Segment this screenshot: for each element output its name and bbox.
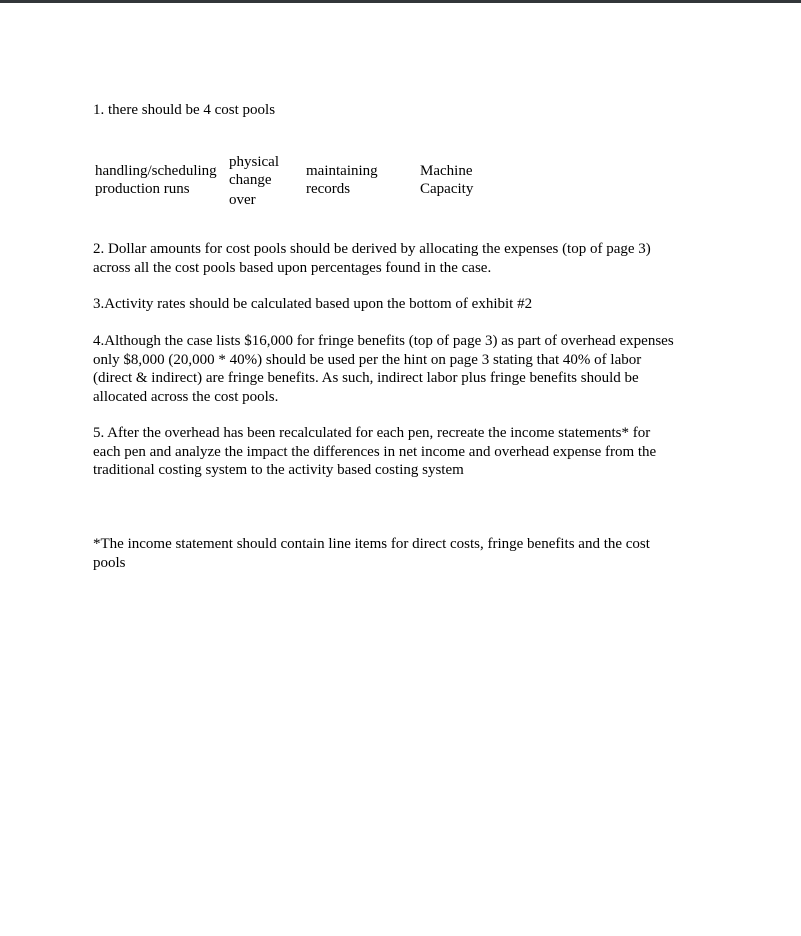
paragraph-line: only $8,000 (20,000 * 40%) should be used per the hint on page 3 stating that 40% of labor [93,351,642,368]
cost-pool-line: Capacity [420,181,474,197]
paragraph-line: 5. After the overhead has been recalculated for each pen, recreate the income statements* for [93,425,651,441]
paragraph-line: each pen and analyze the impact the differences in net income and overhead expense from the [93,443,657,460]
paragraph-line: (direct & indirect) are fringe benefits. As such, indirect labor plus fringe benefits should be [93,370,639,386]
footnote-line: *The income statement should contain line items for direct costs, fringe benefits and the cost [93,536,650,552]
document-page [0,3,801,936]
cost-pool-line: over [229,192,256,208]
cost-pool-line: production runs [95,181,190,197]
cost-pool-line: Machine [420,163,473,179]
heading-item-1: 1. there should be 4 cost pools [93,102,276,118]
paragraph-line: traditional costing system to the activity based costing system [93,462,464,478]
paragraph-line: 4.Although the case lists $16,000 for fringe benefits (top of page 3) as part of overhead expenses [93,333,674,349]
paragraph-line: across all the cost pools based upon percentages found in the case. [93,259,492,276]
cost-pool-line: records [306,181,351,197]
cost-pool-line: maintaining [306,163,378,179]
paragraph-item-4 [93,332,674,406]
cost-pool-line: handling/scheduling [95,163,217,179]
paragraph-item-3 [93,295,532,314]
paragraph-line: 3.Activity rates should be calculated based upon the bottom of exhibit #2 [93,296,533,312]
cost-pool-line: physical [229,154,279,170]
paragraph-item-2 [93,240,651,277]
footnote-line: pools [93,554,126,571]
cost-pool-line: change [229,172,272,188]
cost-pool-handling-scheduling [95,162,217,198]
cost-pool-maintaining-records [306,162,378,198]
paragraph-item-5 [93,424,656,480]
paragraph-line: 2. Dollar amounts for cost pools should be derived by allocating the expenses (top of page 3) [93,241,651,257]
paragraph-line: allocated across the cost pools. [93,388,279,405]
footnote [93,535,650,572]
cost-pool-machine-capacity [420,162,473,198]
cost-pool-physical-change-over [229,153,279,209]
